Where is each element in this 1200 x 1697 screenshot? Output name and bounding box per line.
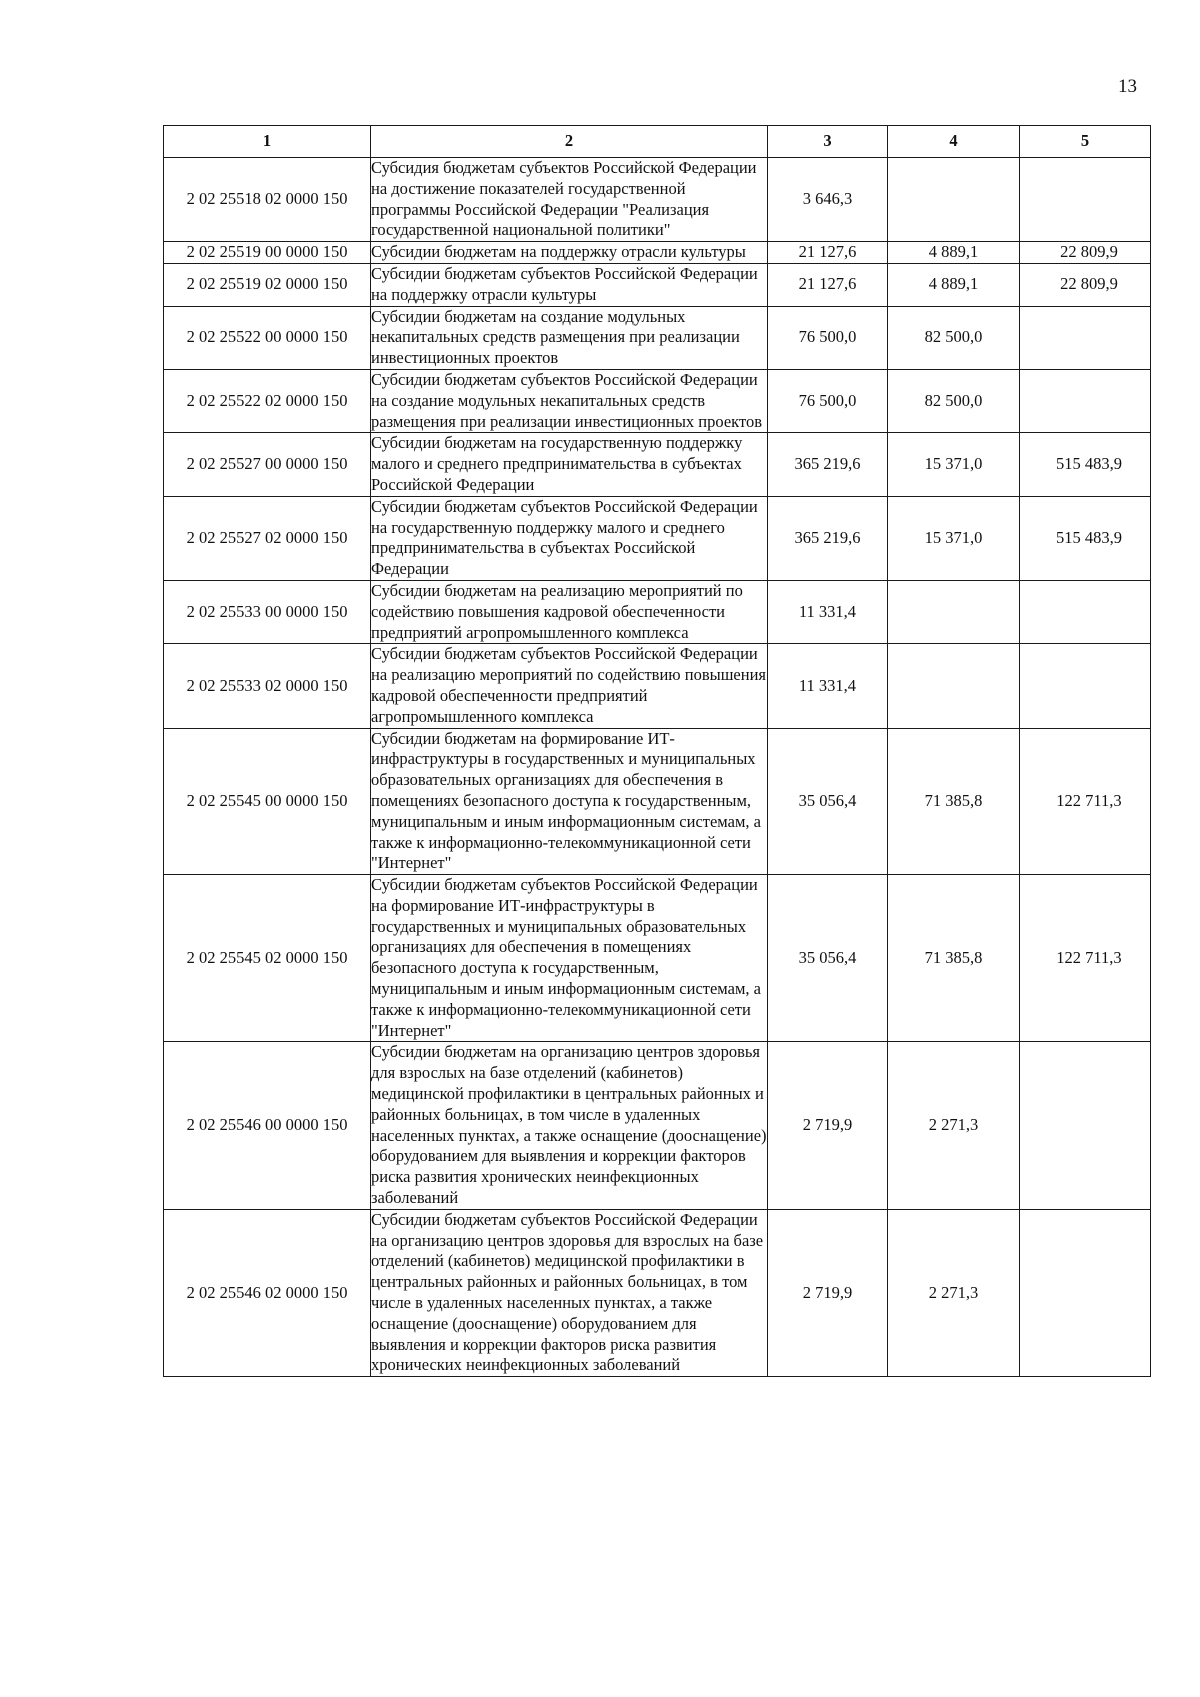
value-col-3: 11 331,4 [768,580,888,643]
description: Субсидии бюджетам субъектов Российской Федерации на формирование ИТ-инфраструктуры в государственных и муниципальных образовательных организациях для обеспечения в помещениях безопасного доступа к государственным, муниципальным и иным информационным системам, а также к информационно-телекоммуникационной сети "Интернет" [371,875,768,1042]
table-row [164,263,1151,306]
value-col-3: 365 219,6 [768,496,888,580]
value-col-5 [1020,580,1151,643]
budget-table [163,125,1151,1377]
header-col-1: 1 [164,126,371,158]
budget-code: 2 02 25545 02 0000 150 [164,875,371,1042]
header-row [164,126,1151,158]
table-row [164,496,1151,580]
header-col-2: 2 [371,126,768,158]
description: Субсидии бюджетам на реализацию мероприятий по содействию повышения кадровой обеспеченности предприятий агропромышленного комплекса [371,580,768,643]
description: Субсидии бюджетам субъектов Российской Федерации на поддержку отрасли культуры [371,263,768,306]
value-col-4: 82 500,0 [888,369,1020,432]
table-row [164,158,1151,242]
value-col-3: 76 500,0 [768,306,888,369]
table-row [164,369,1151,432]
value-col-3: 21 127,6 [768,242,888,264]
description: Субсидии бюджетам субъектов Российской Федерации на реализацию мероприятий по содействию повышения кадровой обеспеченности предприятий агропромышленного комплекса [371,644,768,728]
value-col-3: 21 127,6 [768,263,888,306]
value-col-5 [1020,158,1151,242]
description: Субсидии бюджетам на организацию центров здоровья для взрослых на базе отделений (кабинетов) медицинской профилактики в центральных районных и районных больницах, в том числе в удаленных населенных пунктах, а также оснащение (дооснащение) оборудованием для выявления и коррекции факторов риска развития хронических неинфекционных заболеваний [371,1042,768,1209]
value-col-4 [888,158,1020,242]
value-col-4: 2 271,3 [888,1209,1020,1376]
table-row [164,1042,1151,1209]
value-col-5: 22 809,9 [1020,263,1151,306]
value-col-5 [1020,1209,1151,1376]
description: Субсидии бюджетам на поддержку отрасли культуры [371,242,768,264]
description: Субсидии бюджетам на создание модульных некапитальных средств размещения при реализации инвестиционных проектов [371,306,768,369]
value-col-4 [888,644,1020,728]
value-col-3: 365 219,6 [768,433,888,496]
value-col-3: 35 056,4 [768,875,888,1042]
table-row [164,242,1151,264]
value-col-4: 82 500,0 [888,306,1020,369]
budget-code: 2 02 25519 02 0000 150 [164,263,371,306]
description: Субсидии бюджетам субъектов Российской Федерации на организацию центров здоровья для взрослых на базе отделений (кабинетов) медицинской профилактики в центральных районных и районных больницах, в том числе в удаленных населенных пунктах, а также оснащение (дооснащение) оборудованием для выявления и коррекции факторов риска развития хронических неинфекционных заболеваний [371,1209,768,1376]
budget-code: 2 02 25533 00 0000 150 [164,580,371,643]
description: Субсидии бюджетам субъектов Российской Федерации на государственную поддержку малого и среднего предпринимательства в субъектах Российской Федерации [371,496,768,580]
value-col-4: 4 889,1 [888,242,1020,264]
value-col-5: 515 483,9 [1020,433,1151,496]
budget-code: 2 02 25545 00 0000 150 [164,728,371,875]
value-col-5: 122 711,3 [1020,728,1151,875]
budget-code: 2 02 25522 02 0000 150 [164,369,371,432]
value-col-5 [1020,644,1151,728]
budget-code: 2 02 25546 02 0000 150 [164,1209,371,1376]
table-row [164,306,1151,369]
header-col-4: 4 [888,126,1020,158]
table-row [164,875,1151,1042]
value-col-5 [1020,306,1151,369]
value-col-3: 76 500,0 [768,369,888,432]
header-col-5: 5 [1020,126,1151,158]
value-col-4: 71 385,8 [888,875,1020,1042]
value-col-4: 71 385,8 [888,728,1020,875]
value-col-5: 22 809,9 [1020,242,1151,264]
value-col-5: 122 711,3 [1020,875,1151,1042]
description: Субсидии бюджетам субъектов Российской Федерации на создание модульных некапитальных средств размещения при реализации инвестиционных проектов [371,369,768,432]
value-col-3: 11 331,4 [768,644,888,728]
table-row [164,580,1151,643]
value-col-3: 3 646,3 [768,158,888,242]
header-col-3: 3 [768,126,888,158]
budget-code: 2 02 25519 00 0000 150 [164,242,371,264]
value-col-5 [1020,369,1151,432]
page-number: 13 [1118,76,1137,97]
table-row [164,728,1151,875]
table-row [164,1209,1151,1376]
value-col-3: 2 719,9 [768,1042,888,1209]
budget-code: 2 02 25533 02 0000 150 [164,644,371,728]
description: Субсидия бюджетам субъектов Российской Федерации на достижение показателей государственной программы Российской Федерации "Реализация государственной национальной политики" [371,158,768,242]
value-col-5 [1020,1042,1151,1209]
budget-code: 2 02 25522 00 0000 150 [164,306,371,369]
value-col-3: 2 719,9 [768,1209,888,1376]
value-col-4: 15 371,0 [888,433,1020,496]
description: Субсидии бюджетам на государственную поддержку малого и среднего предпринимательства в субъектах Российской Федерации [371,433,768,496]
budget-code: 2 02 25518 02 0000 150 [164,158,371,242]
value-col-4: 2 271,3 [888,1042,1020,1209]
value-col-5: 515 483,9 [1020,496,1151,580]
value-col-4 [888,580,1020,643]
value-col-4: 15 371,0 [888,496,1020,580]
table-row [164,433,1151,496]
budget-code: 2 02 25527 00 0000 150 [164,433,371,496]
value-col-4: 4 889,1 [888,263,1020,306]
budget-code: 2 02 25546 00 0000 150 [164,1042,371,1209]
budget-code: 2 02 25527 02 0000 150 [164,496,371,580]
description: Субсидии бюджетам на формирование ИТ-инфраструктуры в государственных и муниципальных образовательных организациях для обеспечения в помещениях безопасного доступа к государственным, муниципальным и иным информационным системам, а также к информационно-телекоммуникационной сети "Интернет" [371,728,768,875]
value-col-3: 35 056,4 [768,728,888,875]
table-row [164,644,1151,728]
